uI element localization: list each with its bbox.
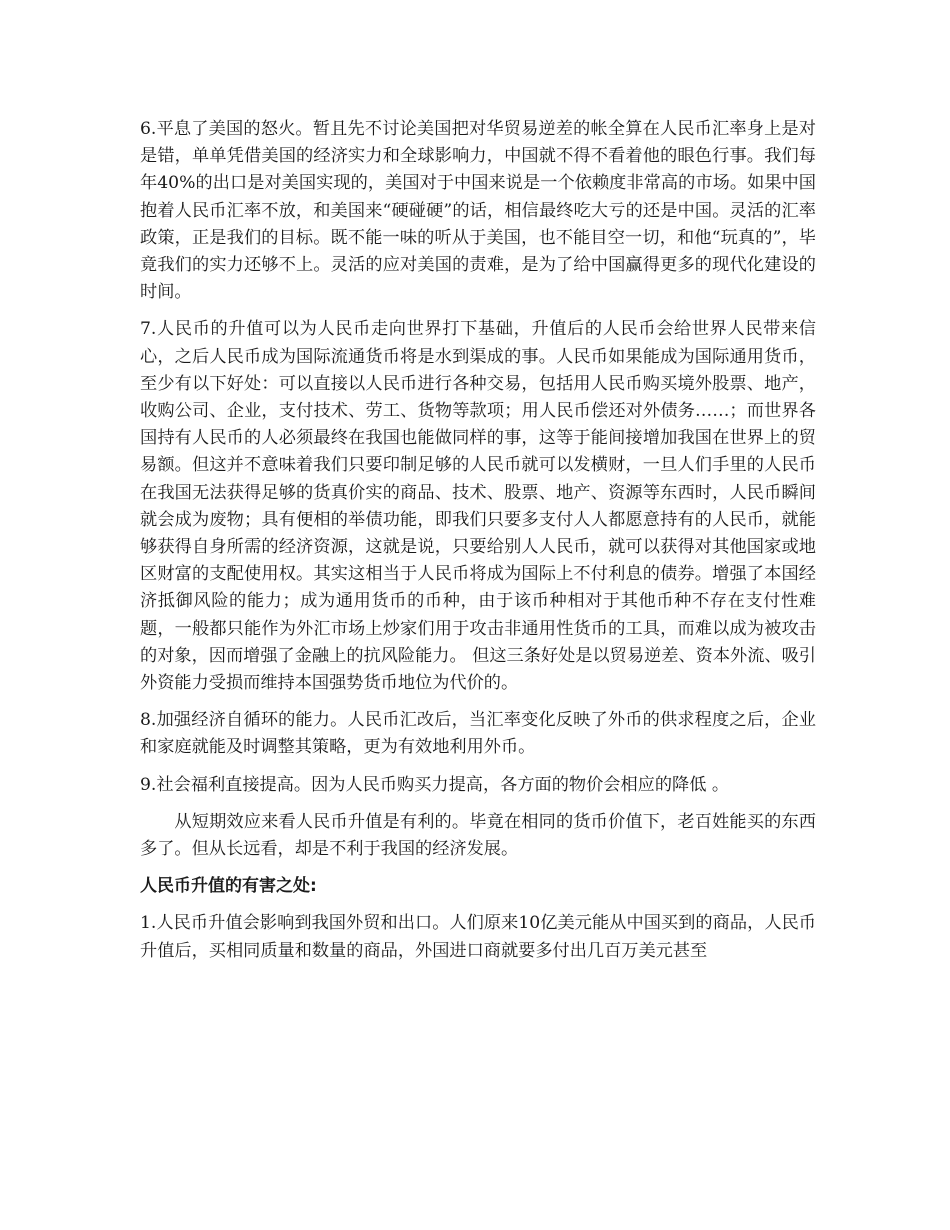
section-heading: 人民币升值的有害之处:	[140, 876, 317, 897]
paragraph-7: 7.人民币的升值可以为人民币走向世界打下基础，升值后的人民币会给世界人民带来信心，之后人民币成为国际流通货币将是水到渠成的事。人民币如果能成为国际通用货币，至少有以下好处：可以直接以人民币进行各种交易，包括用人民币购买境外股票、地产，收购公司、企业，支付技术、劳工、货物等款项；用人民币偿还对外债务……；而世界各国持有人民币的人必须最终在我国也能做同样的事，这等于能间接增加我国在世界上的贸易额。但这并不意味着我们只要印制足够的人民币就可以发横财，一旦人们手里的人民币在我国无法获得足够的货真价实的商品、技术、股票、地产、资源等东西时，人民币瞬间就会成为废物；具有便相的举债功能，即我们只要多支付人人都愿意持有的人民币，就能够获得自身所需的经济资源，这就是说，只要给别人人民币，就可以获得对其他国家或地区财富的支配使用权。其实这相当于人民币将成为国际上不付利息的债券。增强了本国经济抵御风险的能力；成为通用货币的币种，由于该币种相对于其他币种不存在支付性难题，一般都只能作为外汇市场上炒家们用于攻击非通用性货币的工具，而难以成为被攻击的对象，因而增强了金融上的抗风险能力。 但这三条好处是以贸易逆差、资本外流、吸引外资能力受损而维持本国强势货币地位为代价的。	[140, 319, 816, 694]
paragraph-6: 6.平息了美国的怒火。暂且先不讨论美国把对华贸易逆差的帐全算在人民币汇率身上是对是错，单单凭借美国的经济实力和全球影响力，中国就不得不看着他的眼色行事。我们每年40%的出口是对美国实现的，美国对于中国来说是一个依赖度非常高的市场。如果中国抱着人民币汇率不放，和美国来“硬碰硬”的话，相信最终吃大亏的还是中国。灵活的汇率政策，正是我们的目标。既不能一味的听从于美国，也不能目空一切，和他“玩真的”，毕竟我们的实力还够不上。灵活的应对美国的责难，是为了给中国赢得更多的现代化建设的时间。	[140, 119, 816, 303]
document-body	[140, 116, 816, 975]
paragraph-9: 9.社会福利直接提高。因为人民币购买力提高，各方面的物价会相应的降低 。	[140, 774, 730, 795]
paragraph-8: 8.加强经济自循环的能力。人民币汇改后，当汇率变化反映了外币的供求程度之后，企业和家庭就能及时调整其策略，更为有效地利用外币。	[140, 710, 816, 758]
paragraph-summary: 从短期效应来看人民币升值是有利的。毕竟在相同的货币价值下，老百姓能买的东西多了。但从长远看，却是不利于我国的经济发展。	[140, 811, 816, 860]
paragraph-harm-1: 1.人民币升值会影响到我国外贸和出口。人们原来10亿美元能从中国买到的商品，人民币升值后，买相同质量和数量的商品，外国进口商就要多付出几百万美元甚至	[140, 913, 816, 961]
